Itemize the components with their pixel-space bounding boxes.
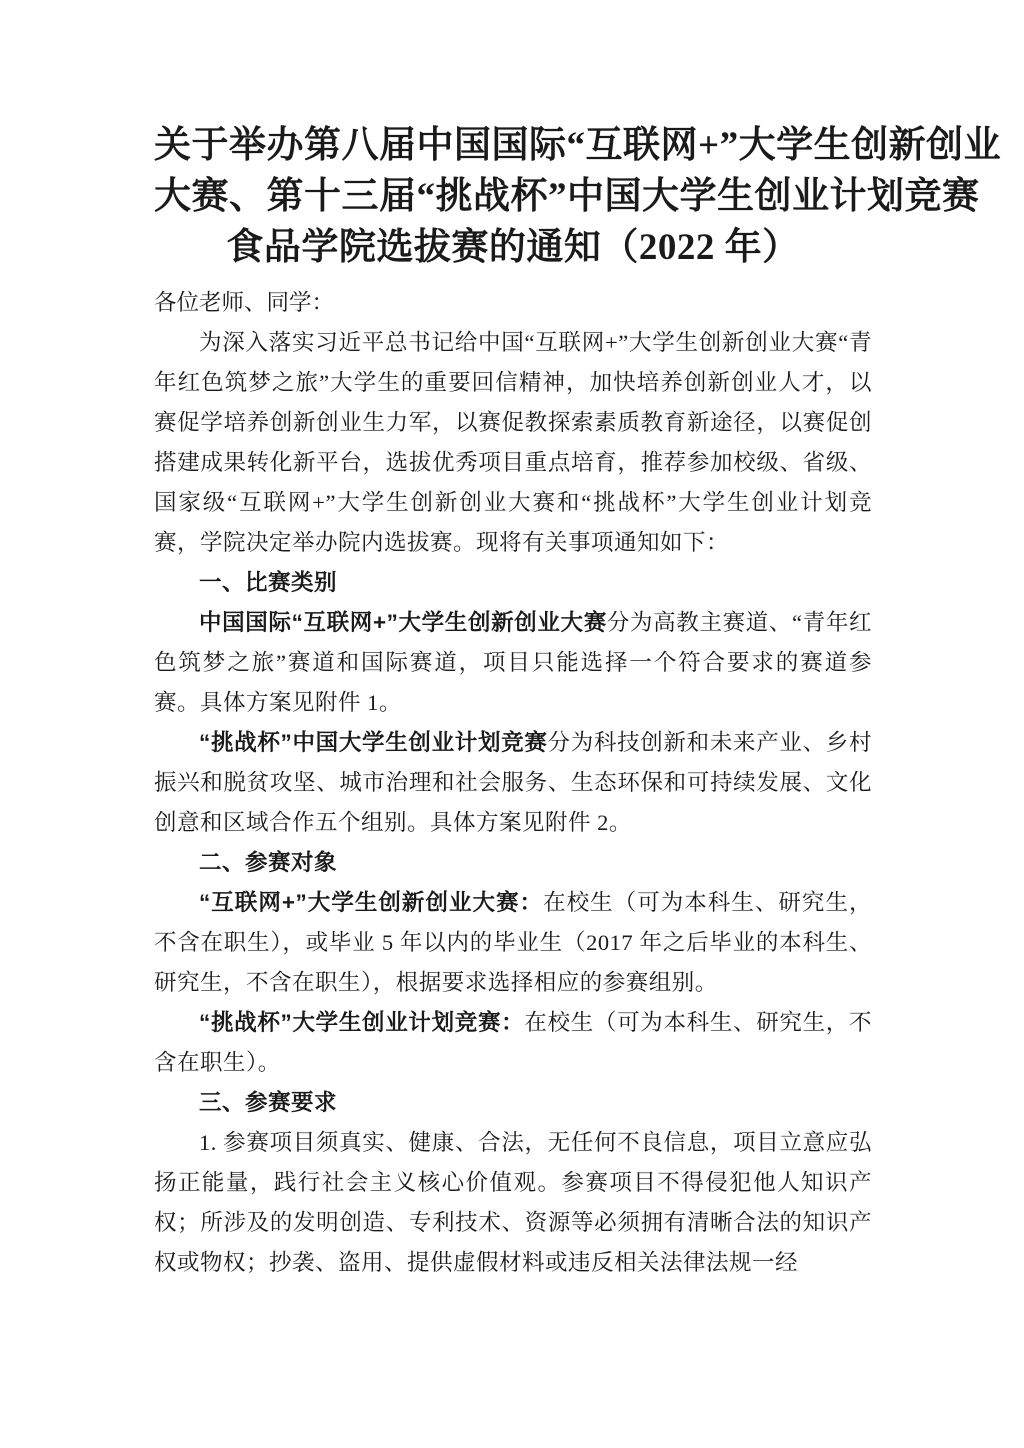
paragraph-lead: “挑战杯”中国大学生创业计划竞赛 bbox=[199, 730, 548, 755]
paragraph-lead: “挑战杯”大学生创业计划竞赛： bbox=[199, 1010, 525, 1035]
paragraph-intro bbox=[154, 323, 872, 563]
document-title bbox=[154, 120, 1002, 273]
paragraph-challenge-cup-eligibility bbox=[154, 1003, 872, 1083]
section-heading-1: 一、比赛类别 bbox=[199, 570, 338, 595]
section-heading-3: 三、参赛要求 bbox=[199, 1090, 338, 1115]
paragraph-lead: “互联网+”大学生创新创业大赛： bbox=[199, 890, 544, 915]
paragraph-lead: 中国国际“互联网+”大学生创新创业大赛 bbox=[199, 610, 607, 635]
paragraph-intro-text: 为深入落实习近平总书记给中国“互联网+”大学生创新创业大赛“青年红色筑梦之旅”大学生的重要回信精神，加快培养创新创业人才，以赛促学培养创新创业生力军，以赛促教探索素质教育新途径，以赛促创搭建成果转化新平台，选拔优秀项目重点培育，推荐参加校级、省级、国家级“互联网+”大学生创新创业大赛和“挑战杯”大学生创业计划竞赛，学院决定举办院内选拔赛。现将有关事项通知如下： bbox=[154, 330, 872, 555]
paragraph-internet-plus-tracks bbox=[154, 603, 872, 723]
paragraph-text: 分为科技创新和未来产业、乡村振兴和脱贫攻坚、城市治理和社会服务、生态环保和可持续发展、文化创意和区域合作五个组别。具体方案见附件 2。 bbox=[154, 730, 872, 835]
paragraph-text: 在校生（可为本科生、研究生，不含在职生），或毕业 5 年以内的毕业生（2017 年之后毕业的本科生、研究生，不含在职生），根据要求选择相应的参赛组别。 bbox=[154, 890, 872, 995]
title-line-2: 大赛、第十三届“挑战杯”中国大学生创业计划竞赛 bbox=[154, 176, 980, 217]
section-heading-2: 二、参赛对象 bbox=[199, 850, 338, 875]
paragraph-requirement-1 bbox=[154, 1123, 872, 1283]
paragraph-text: 分为高教主赛道、“青年红色筑梦之旅”赛道和国际赛道，项目只能选择一个符合要求的赛道参赛。具体方案见附件 1。 bbox=[154, 610, 873, 715]
title-line-3: 食品学院选拔赛的通知（2022 年） bbox=[226, 227, 800, 268]
paragraph-internet-plus-eligibility bbox=[154, 883, 872, 1003]
title-line-1: 关于举办第八届中国国际“互联网+”大学生创新创业 bbox=[154, 125, 1002, 166]
paragraph-challenge-cup-groups bbox=[154, 723, 872, 843]
paragraph-text: 在校生（可为本科生、研究生，不含在职生）。 bbox=[154, 1010, 872, 1075]
salutation: 各位老师、同学： bbox=[154, 290, 335, 315]
paragraph-text: 1. 参赛项目须真实、健康、合法，无任何不良信息，项目立意应弘扬正能量，践行社会主义核心价值观。参赛项目不得侵犯他人知识产权；所涉及的发明创造、专利技术、资源等必须拥有清晰合法的知识产权或物权；抄袭、盗用、提供虚假材料或违反相关法律法规一经 bbox=[154, 1130, 872, 1275]
